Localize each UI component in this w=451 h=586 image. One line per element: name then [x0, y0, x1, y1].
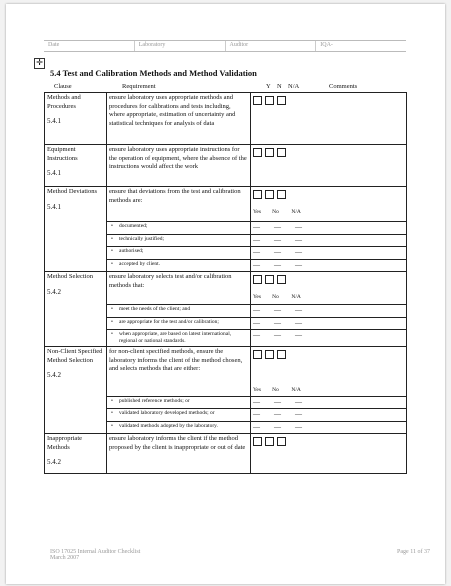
clause-cell: [45, 187, 107, 272]
na-checkbox[interactable]: [277, 148, 286, 157]
comments-cell[interactable]: [313, 409, 407, 422]
section-title: 5.4 Test and Calibration Methods and Method Validation: [50, 68, 257, 78]
comments-cell[interactable]: [313, 396, 407, 409]
footer-left-line1: ISO 17025 Internal Auditor Checklist: [50, 549, 141, 555]
header-auditor: Auditor: [225, 41, 316, 51]
na-checkbox[interactable]: [277, 350, 286, 359]
no-checkbox[interactable]: [265, 96, 274, 105]
dash-cell: ———: [251, 396, 313, 409]
no-checkbox[interactable]: [265, 190, 274, 199]
comments-cell[interactable]: [313, 434, 407, 474]
clause-cell: [45, 434, 107, 474]
page-footer: [50, 549, 430, 561]
col-n: N: [277, 83, 282, 90]
clause-number: 5.4.2: [47, 458, 61, 466]
sub-yes-label: Yes: [253, 294, 262, 300]
ynna-cell: [251, 434, 313, 474]
na-checkbox[interactable]: [277, 275, 286, 284]
requirement-cell: [107, 347, 251, 397]
sub-item: [107, 421, 251, 434]
clause-number: 5.4.1: [47, 202, 61, 211]
sub-item: [107, 305, 251, 318]
na-checkbox[interactable]: [277, 190, 286, 199]
clause-label: Non-Client Specified Method Selection: [47, 348, 103, 364]
no-checkbox[interactable]: [265, 275, 274, 284]
dash-cell: ———: [251, 330, 313, 347]
col-comments: Comments: [329, 83, 358, 90]
table-row: [45, 272, 407, 305]
na-checkbox[interactable]: [277, 437, 286, 446]
header-date: Date: [48, 42, 60, 48]
requirement-text: for non-client specified methods, ensure the laboratory informs the client of the method chosen, and selects methods that are either:: [109, 348, 243, 372]
comments-cell[interactable]: [313, 305, 407, 318]
requirement-cell: ensure laboratory uses appropriate instructions for the operation of equipment, where the absence of the instructions would affect the work: [107, 145, 251, 187]
no-checkbox[interactable]: [265, 350, 274, 359]
no-checkbox[interactable]: [265, 437, 274, 446]
table-row: [45, 93, 407, 145]
clause-cell: [45, 93, 107, 145]
comments-cell[interactable]: [313, 330, 407, 347]
sub-item: [107, 317, 251, 330]
requirement-text: ensure that deviations from the test and calibration methods are:: [109, 188, 241, 204]
no-checkbox[interactable]: [265, 148, 274, 157]
yes-checkbox[interactable]: [253, 350, 262, 359]
yes-checkbox[interactable]: [253, 275, 262, 284]
bullet-item: • validated laboratory developed methods; or: [109, 410, 248, 417]
comments-cell[interactable]: [313, 347, 407, 397]
requirement-cell: [107, 187, 251, 222]
sub-item: [107, 234, 251, 247]
sub-na-label: N/A: [291, 209, 301, 215]
na-checkbox[interactable]: [277, 96, 286, 105]
dash-cell: ———: [251, 317, 313, 330]
bullet-item: • meet the needs of the client; and: [109, 306, 248, 313]
comments-cell[interactable]: [313, 145, 407, 187]
clause-label: Inappropriate Methods: [47, 435, 83, 451]
dash-cell: ———: [251, 247, 313, 260]
col-clause: Clause: [54, 83, 72, 90]
bullet-item: • when appropriate, are based on latest international, regional or national standards.: [109, 331, 248, 345]
sub-na-label: N/A: [291, 294, 301, 300]
sub-item: [107, 222, 251, 235]
ynna-cell: [251, 347, 313, 397]
requirement-cell: [107, 272, 251, 305]
yes-checkbox[interactable]: [253, 190, 262, 199]
header-laboratory: Laboratory: [134, 41, 225, 51]
bullet-item: • authorised;: [109, 248, 248, 255]
yes-checkbox[interactable]: [253, 96, 262, 105]
sub-item: [107, 259, 251, 272]
table-row: [45, 145, 407, 187]
comments-cell[interactable]: [313, 187, 407, 222]
table-row: [45, 434, 407, 474]
clause-number: 5.4.2: [47, 371, 61, 379]
ynna-cell: [251, 187, 313, 222]
dash-cell: ———: [251, 305, 313, 318]
clause-label: Equipment Instructions: [47, 146, 78, 162]
sub-yes-label: Yes: [253, 209, 262, 215]
bullet-item: • documented;: [109, 223, 248, 230]
clause-label: Method Deviations: [47, 188, 98, 195]
clause-cell: [45, 145, 107, 187]
requirement-cell: ensure laboratory uses appropriate methods and procedures for calibrations and tests including, where appropriate, estimation of uncertainty and statistical techniques for analysis of data: [107, 93, 251, 145]
table-row: [45, 187, 407, 222]
sub-no-label: No: [272, 294, 279, 300]
table-row: [45, 347, 407, 397]
sub-item: [107, 247, 251, 260]
bullet-item: • accepted by client.: [109, 261, 248, 268]
header-table: [44, 40, 406, 52]
bullet-item: • published reference methods; or: [109, 398, 248, 405]
sub-yes-label: Yes: [253, 387, 262, 393]
comments-cell[interactable]: [313, 222, 407, 235]
clause-cell: [45, 272, 107, 347]
clause-number: 5.4.1: [47, 169, 61, 177]
dash-cell: ———: [251, 421, 313, 434]
sub-na-label: N/A: [291, 387, 301, 393]
table-move-handle-icon[interactable]: ✛: [34, 58, 45, 69]
clause-cell: [45, 347, 107, 434]
footer-left-line2: March 2007: [50, 555, 80, 561]
sub-item: [107, 330, 251, 347]
bullet-item: • technically justified;: [109, 236, 248, 243]
col-y: Y: [266, 83, 271, 90]
sub-no-label: No: [272, 387, 279, 393]
comments-cell[interactable]: [313, 421, 407, 434]
requirement-text: ensure laboratory selects test and/or calibration methods that:: [109, 273, 232, 289]
sub-item: [107, 396, 251, 409]
sub-no-label: No: [272, 209, 279, 215]
yes-checkbox[interactable]: [253, 148, 262, 157]
clause-number: 5.4.1: [47, 117, 61, 125]
checklist-table: [44, 92, 407, 474]
comments-cell[interactable]: [313, 317, 407, 330]
clause-label: Method Selection: [47, 273, 94, 280]
sub-item: [107, 409, 251, 422]
yes-checkbox[interactable]: [253, 437, 262, 446]
clause-number: 5.4.2: [47, 287, 61, 296]
comments-cell[interactable]: [313, 247, 407, 260]
ynna-cell: [251, 145, 313, 187]
bullet-item: • are appropriate for the test and/or calibration;: [109, 319, 248, 326]
col-na: N/A: [288, 83, 300, 90]
comments-cell[interactable]: [313, 259, 407, 272]
header-iqa: IQA-: [315, 41, 406, 51]
ynna-cell: [251, 93, 313, 145]
bullet-item: • validated methods adopted by the laboratory.: [109, 423, 248, 430]
comments-cell[interactable]: [313, 234, 407, 247]
comments-cell[interactable]: [313, 93, 407, 145]
dash-cell: ———: [251, 222, 313, 235]
footer-page-number: Page 11 of 37: [397, 549, 430, 555]
requirement-cell: ensure laboratory informs the client if the method proposed by the client is inappropriate or out of date: [107, 434, 251, 474]
col-requirement: Requirement: [122, 83, 156, 90]
dash-cell: ———: [251, 234, 313, 247]
comments-cell[interactable]: [313, 272, 407, 305]
clause-label: Methods and Procedures: [47, 94, 81, 110]
ynna-cell: [251, 272, 313, 305]
dash-cell: ———: [251, 259, 313, 272]
dash-cell: ———: [251, 409, 313, 422]
